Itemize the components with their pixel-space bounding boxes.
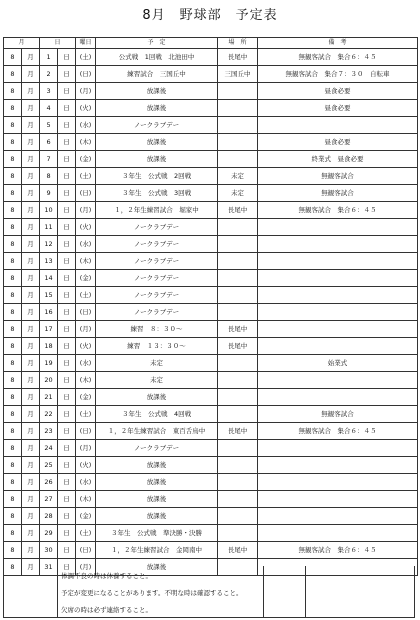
- cell-day-unit: 日: [58, 338, 76, 355]
- cell-day: 27: [40, 491, 58, 508]
- notes-section: [3, 566, 415, 618]
- cell-day: 7: [40, 151, 58, 168]
- cell-remarks: 無観客試合 集合７：３０ 自転車: [258, 66, 418, 83]
- note-3: 欠席の時は必ず連絡すること。: [61, 606, 152, 614]
- table-row: [4, 440, 418, 457]
- cell-day-unit: 日: [58, 253, 76, 270]
- cell-plan: ノークラブデー: [96, 219, 218, 236]
- cell-plan: ３年生 公式戦 4回戦: [96, 406, 218, 423]
- cell-remarks: 昼食必要: [258, 134, 418, 151]
- table-row: [4, 100, 418, 117]
- table-row: [4, 542, 418, 559]
- cell-remarks: [258, 270, 418, 287]
- cell-day: 11: [40, 219, 58, 236]
- table-row: [4, 151, 418, 168]
- cell-place: 三国丘中: [218, 66, 258, 83]
- cell-month: 8: [4, 253, 22, 270]
- cell-month-unit: 月: [22, 66, 40, 83]
- cell-day-unit: 日: [58, 49, 76, 66]
- cell-weekday: (木): [76, 253, 96, 270]
- cell-month-unit: 月: [22, 542, 40, 559]
- note-2: 予定が変更になることがあります。不明な時は確認すること。: [61, 589, 243, 597]
- cell-place: [218, 372, 258, 389]
- cell-place: [218, 219, 258, 236]
- cell-weekday: (木): [76, 134, 96, 151]
- cell-plan: １，２年生練習試合 東百舌鳥中: [96, 423, 218, 440]
- cell-remarks: [258, 219, 418, 236]
- cell-plan: 練習 ８：３０～: [96, 321, 218, 338]
- cell-remarks: [258, 236, 418, 253]
- table-row: [4, 508, 418, 525]
- cell-remarks: [258, 117, 418, 134]
- cell-place: [218, 134, 258, 151]
- cell-day-unit: 日: [58, 219, 76, 236]
- cell-plan: 未定: [96, 355, 218, 372]
- cell-remarks: 無観客試合 集合６：４５: [258, 202, 418, 219]
- cell-plan: 練習 １３：３０～: [96, 338, 218, 355]
- cell-weekday: (日): [76, 185, 96, 202]
- cell-day-unit: 日: [58, 491, 76, 508]
- cell-weekday: (土): [76, 168, 96, 185]
- cell-month-unit: 月: [22, 525, 40, 542]
- cell-month-unit: 月: [22, 372, 40, 389]
- cell-remarks: 無観客試合: [258, 185, 418, 202]
- header-month: 月: [4, 38, 40, 49]
- header-weekday: 曜日: [76, 38, 96, 49]
- cell-day: 28: [40, 508, 58, 525]
- cell-place: 長尾中: [218, 423, 258, 440]
- cell-month-unit: 月: [22, 321, 40, 338]
- cell-remarks: [258, 474, 418, 491]
- cell-month-unit: 月: [22, 202, 40, 219]
- table-row: [4, 525, 418, 542]
- cell-day: 29: [40, 525, 58, 542]
- cell-month: 8: [4, 168, 22, 185]
- cell-plan: １，２年生練習試合 堀家中: [96, 202, 218, 219]
- cell-month: 8: [4, 83, 22, 100]
- cell-month: 8: [4, 236, 22, 253]
- cell-plan: ノークラブデー: [96, 287, 218, 304]
- cell-plan: 放課後: [96, 389, 218, 406]
- cell-weekday: (月): [76, 83, 96, 100]
- cell-month-unit: 月: [22, 304, 40, 321]
- cell-remarks: [258, 304, 418, 321]
- cell-month: 8: [4, 185, 22, 202]
- cell-day-unit: 日: [58, 100, 76, 117]
- header-plan: 予 定: [96, 38, 218, 49]
- table-row: [4, 287, 418, 304]
- cell-day: 13: [40, 253, 58, 270]
- cell-plan: ３年生 公式戦 3回戦: [96, 185, 218, 202]
- cell-day: 23: [40, 423, 58, 440]
- cell-day-unit: 日: [58, 321, 76, 338]
- cell-remarks: [258, 372, 418, 389]
- cell-day-unit: 日: [58, 304, 76, 321]
- cell-month: 8: [4, 321, 22, 338]
- cell-place: [218, 270, 258, 287]
- cell-remarks: 終業式 昼食必要: [258, 151, 418, 168]
- cell-day-unit: 日: [58, 355, 76, 372]
- cell-month: 8: [4, 474, 22, 491]
- cell-place: [218, 474, 258, 491]
- table-row: [4, 423, 418, 440]
- cell-month: 8: [4, 457, 22, 474]
- cell-month: 8: [4, 508, 22, 525]
- cell-plan: 放課後: [96, 491, 218, 508]
- table-row: [4, 168, 418, 185]
- cell-weekday: (火): [76, 338, 96, 355]
- cell-day-unit: 日: [58, 389, 76, 406]
- cell-day: 31: [40, 559, 58, 576]
- page-title: 8月 野球部 予定表: [142, 8, 278, 23]
- cell-month: 8: [4, 491, 22, 508]
- cell-plan: ノークラブデー: [96, 304, 218, 321]
- cell-month: 8: [4, 134, 22, 151]
- table-row: [4, 304, 418, 321]
- cell-plan: 公式戦 1回戦 北池田中: [96, 49, 218, 66]
- cell-day-unit: 日: [58, 151, 76, 168]
- cell-plan: ノークラブデー: [96, 440, 218, 457]
- cell-day-unit: 日: [58, 83, 76, 100]
- cell-place: [218, 389, 258, 406]
- cell-place: [218, 457, 258, 474]
- cell-month-unit: 月: [22, 338, 40, 355]
- cell-weekday: (金): [76, 151, 96, 168]
- cell-plan: 放課後: [96, 508, 218, 525]
- cell-day: 17: [40, 321, 58, 338]
- cell-weekday: (水): [76, 355, 96, 372]
- cell-weekday: (金): [76, 389, 96, 406]
- cell-day-unit: 日: [58, 372, 76, 389]
- table-row: [4, 83, 418, 100]
- cell-place: [218, 117, 258, 134]
- cell-place: [218, 151, 258, 168]
- cell-month-unit: 月: [22, 117, 40, 134]
- cell-month-unit: 月: [22, 236, 40, 253]
- cell-day-unit: 日: [58, 457, 76, 474]
- cell-day: 2: [40, 66, 58, 83]
- cell-remarks: 昼食必要: [258, 100, 418, 117]
- cell-month: 8: [4, 287, 22, 304]
- cell-day-unit: 日: [58, 117, 76, 134]
- cell-month: 8: [4, 525, 22, 542]
- cell-remarks: [258, 253, 418, 270]
- cell-plan: ３年生 公式戦 2回戦: [96, 168, 218, 185]
- cell-remarks: [258, 525, 418, 542]
- cell-day: 18: [40, 338, 58, 355]
- cell-month: 8: [4, 406, 22, 423]
- cell-remarks: [258, 389, 418, 406]
- cell-place: 未定: [218, 185, 258, 202]
- cell-weekday: (日): [76, 66, 96, 83]
- cell-plan: １，２年生練習試合 金岡南中: [96, 542, 218, 559]
- cell-weekday: (月): [76, 321, 96, 338]
- cell-day: 15: [40, 287, 58, 304]
- table-row: [4, 66, 418, 83]
- cell-plan: ３年生 公式戦 準決勝・決勝: [96, 525, 218, 542]
- cell-plan: 未定: [96, 372, 218, 389]
- cell-month-unit: 月: [22, 389, 40, 406]
- cell-month-unit: 月: [22, 83, 40, 100]
- cell-day-unit: 日: [58, 440, 76, 457]
- cell-month-unit: 月: [22, 253, 40, 270]
- table-row: [4, 474, 418, 491]
- cell-day: 6: [40, 134, 58, 151]
- cell-place: 未定: [218, 168, 258, 185]
- cell-month: 8: [4, 66, 22, 83]
- cell-month: 8: [4, 100, 22, 117]
- cell-month-unit: 月: [22, 457, 40, 474]
- cell-plan: ノークラブデー: [96, 236, 218, 253]
- cell-month: 8: [4, 202, 22, 219]
- cell-day: 10: [40, 202, 58, 219]
- cell-month-unit: 月: [22, 185, 40, 202]
- cell-remarks: 無観客試合: [258, 406, 418, 423]
- cell-weekday: (日): [76, 542, 96, 559]
- table-row: [4, 270, 418, 287]
- table-row: [4, 355, 418, 372]
- cell-place: [218, 287, 258, 304]
- cell-day: 12: [40, 236, 58, 253]
- cell-place: 長尾中: [218, 321, 258, 338]
- cell-plan: 放課後: [96, 559, 218, 576]
- cell-remarks: [258, 338, 418, 355]
- cell-place: [218, 355, 258, 372]
- cell-month: 8: [4, 304, 22, 321]
- cell-month: 8: [4, 440, 22, 457]
- cell-weekday: (水): [76, 474, 96, 491]
- cell-day-unit: 日: [58, 134, 76, 151]
- cell-place: 長尾中: [218, 542, 258, 559]
- table-row: [4, 202, 418, 219]
- cell-weekday: (木): [76, 372, 96, 389]
- cell-weekday: (日): [76, 304, 96, 321]
- cell-day-unit: 日: [58, 559, 76, 576]
- cell-weekday: (火): [76, 100, 96, 117]
- cell-month: 8: [4, 270, 22, 287]
- cell-month-unit: 月: [22, 287, 40, 304]
- cell-plan: 放課後: [96, 83, 218, 100]
- cell-month: 8: [4, 559, 22, 576]
- cell-day: 19: [40, 355, 58, 372]
- cell-month: 8: [4, 49, 22, 66]
- cell-day: 22: [40, 406, 58, 423]
- cell-place: [218, 508, 258, 525]
- cell-place: 長尾中: [218, 202, 258, 219]
- table-row: [4, 117, 418, 134]
- cell-plan: 放課後: [96, 457, 218, 474]
- cell-weekday: (水): [76, 117, 96, 134]
- table-row: [4, 389, 418, 406]
- cell-day: 4: [40, 100, 58, 117]
- cell-day-unit: 日: [58, 542, 76, 559]
- cell-remarks: [258, 457, 418, 474]
- cell-month-unit: 月: [22, 168, 40, 185]
- cell-day-unit: 日: [58, 202, 76, 219]
- cell-remarks: 無観客試合 集合６：４５: [258, 423, 418, 440]
- cell-place: [218, 100, 258, 117]
- cell-weekday: (土): [76, 525, 96, 542]
- cell-place: [218, 83, 258, 100]
- cell-remarks: [258, 287, 418, 304]
- note-1: 体調不良の時は休養すること。: [61, 572, 152, 580]
- cell-month-unit: 月: [22, 100, 40, 117]
- table-row: [4, 219, 418, 236]
- schedule-table: [3, 37, 418, 576]
- cell-day-unit: 日: [58, 185, 76, 202]
- cell-day-unit: 日: [58, 474, 76, 491]
- cell-day-unit: 日: [58, 406, 76, 423]
- cell-month-unit: 月: [22, 49, 40, 66]
- cell-day: 25: [40, 457, 58, 474]
- cell-month: 8: [4, 117, 22, 134]
- cell-remarks: 無観客試合: [258, 168, 418, 185]
- cell-day-unit: 日: [58, 168, 76, 185]
- cell-month-unit: 月: [22, 559, 40, 576]
- cell-day: 16: [40, 304, 58, 321]
- cell-weekday: (土): [76, 49, 96, 66]
- cell-day: 20: [40, 372, 58, 389]
- table-row: [4, 185, 418, 202]
- table-row: [4, 457, 418, 474]
- cell-month: 8: [4, 423, 22, 440]
- table-row: [4, 236, 418, 253]
- cell-day-unit: 日: [58, 525, 76, 542]
- cell-weekday: (土): [76, 287, 96, 304]
- cell-month: 8: [4, 372, 22, 389]
- cell-month: 8: [4, 389, 22, 406]
- cell-weekday: (月): [76, 202, 96, 219]
- cell-weekday: (月): [76, 559, 96, 576]
- cell-month-unit: 月: [22, 440, 40, 457]
- table-header-row: [4, 38, 418, 49]
- table-row: [4, 338, 418, 355]
- table-row: [4, 253, 418, 270]
- cell-plan: 放課後: [96, 151, 218, 168]
- table-row: [4, 49, 418, 66]
- cell-day: 30: [40, 542, 58, 559]
- cell-plan: 放課後: [96, 474, 218, 491]
- cell-remarks: 無観客試合 集合６：４５: [258, 49, 418, 66]
- cell-day-unit: 日: [58, 423, 76, 440]
- cell-day-unit: 日: [58, 287, 76, 304]
- cell-day: 21: [40, 389, 58, 406]
- cell-month-unit: 月: [22, 134, 40, 151]
- cell-weekday: (日): [76, 423, 96, 440]
- cell-weekday: (金): [76, 270, 96, 287]
- table-row: [4, 491, 418, 508]
- cell-place: [218, 440, 258, 457]
- table-row: [4, 372, 418, 389]
- cell-month-unit: 月: [22, 474, 40, 491]
- table-row: [4, 406, 418, 423]
- cell-day: 5: [40, 117, 58, 134]
- cell-place: [218, 525, 258, 542]
- cell-place: [218, 304, 258, 321]
- cell-month-unit: 月: [22, 508, 40, 525]
- cell-day: 24: [40, 440, 58, 457]
- cell-place: [218, 236, 258, 253]
- cell-day-unit: 日: [58, 270, 76, 287]
- cell-month-unit: 月: [22, 423, 40, 440]
- header-place: 場 所: [218, 38, 258, 49]
- cell-place: 長尾中: [218, 49, 258, 66]
- cell-remarks: [258, 440, 418, 457]
- cell-day: 26: [40, 474, 58, 491]
- cell-remarks: 無観客試合 集合６：４５: [258, 542, 418, 559]
- cell-day: 14: [40, 270, 58, 287]
- cell-remarks: [258, 508, 418, 525]
- cell-month-unit: 月: [22, 406, 40, 423]
- header-remarks: 備 考: [258, 38, 418, 49]
- cell-day: 8: [40, 168, 58, 185]
- cell-month: 8: [4, 219, 22, 236]
- cell-remarks: [258, 321, 418, 338]
- cell-plan: ノークラブデー: [96, 270, 218, 287]
- cell-plan: ノークラブデー: [96, 253, 218, 270]
- cell-plan: 放課後: [96, 100, 218, 117]
- cell-month: 8: [4, 355, 22, 372]
- cell-plan: ノークラブデー: [96, 117, 218, 134]
- cell-place: [218, 253, 258, 270]
- cell-weekday: (金): [76, 508, 96, 525]
- header-day: 日: [40, 38, 76, 49]
- cell-weekday: (月): [76, 440, 96, 457]
- cell-place: [218, 491, 258, 508]
- cell-month-unit: 月: [22, 270, 40, 287]
- cell-day-unit: 日: [58, 66, 76, 83]
- cell-month-unit: 月: [22, 219, 40, 236]
- cell-place: 長尾中: [218, 338, 258, 355]
- cell-plan: 放課後: [96, 134, 218, 151]
- cell-weekday: (木): [76, 491, 96, 508]
- cell-day-unit: 日: [58, 236, 76, 253]
- cell-month-unit: 月: [22, 151, 40, 168]
- cell-month: 8: [4, 338, 22, 355]
- cell-day-unit: 日: [58, 508, 76, 525]
- table-row: [4, 321, 418, 338]
- cell-day: 9: [40, 185, 58, 202]
- cell-weekday: (火): [76, 219, 96, 236]
- cell-month: 8: [4, 151, 22, 168]
- cell-month-unit: 月: [22, 355, 40, 372]
- cell-day: 3: [40, 83, 58, 100]
- cell-day: 1: [40, 49, 58, 66]
- cell-month: 8: [4, 542, 22, 559]
- cell-weekday: (土): [76, 406, 96, 423]
- cell-remarks: 昼食必要: [258, 83, 418, 100]
- cell-remarks: [258, 491, 418, 508]
- cell-place: [218, 406, 258, 423]
- cell-weekday: (水): [76, 236, 96, 253]
- cell-weekday: (火): [76, 457, 96, 474]
- table-row: [4, 134, 418, 151]
- cell-plan: 練習試合 三国丘中: [96, 66, 218, 83]
- cell-month-unit: 月: [22, 491, 40, 508]
- cell-remarks: 始業式: [258, 355, 418, 372]
